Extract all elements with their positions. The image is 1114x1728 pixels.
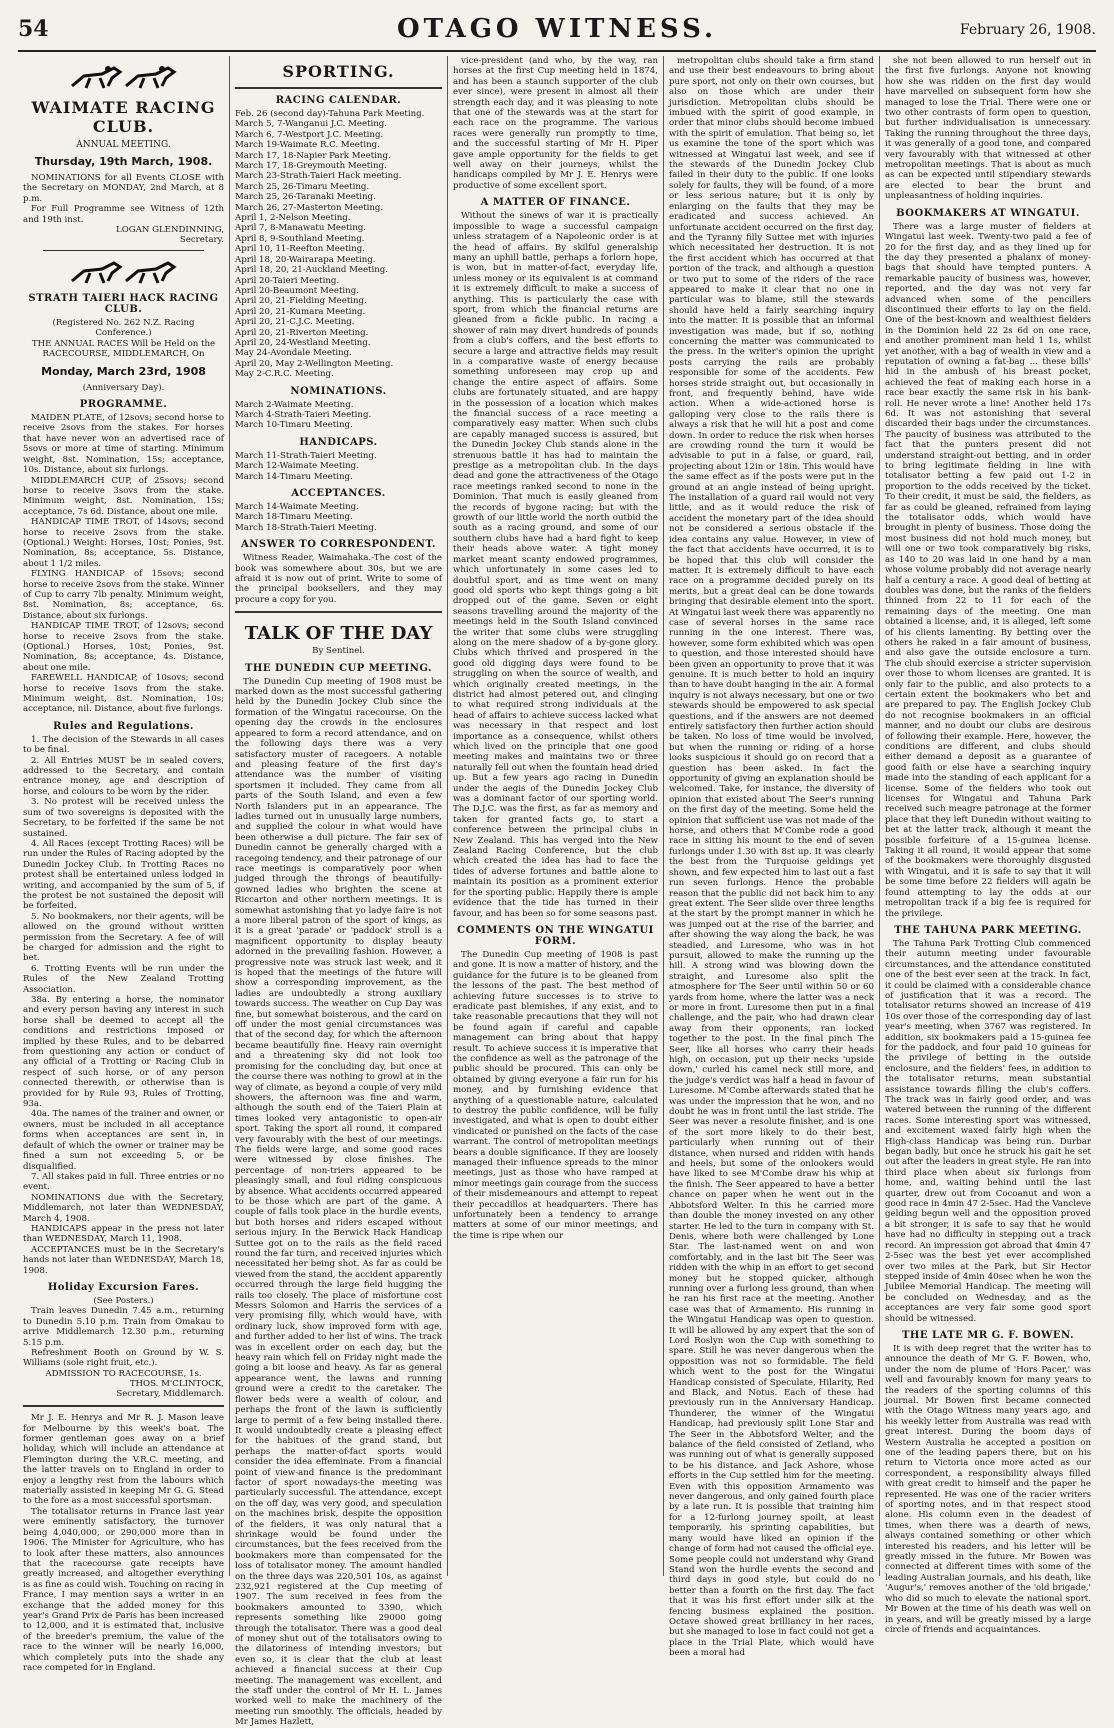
calendar-item: March 23-Strath-Taieri Hack meeting.	[235, 171, 402, 182]
tahuna-heading: THE TAHUNA PARK MEETING.	[894, 924, 1082, 936]
calendar-item: April 18, 20, 21-Auckland Meeting.	[235, 265, 389, 276]
ad2-intro: THE ANNUAL RACES Will be Held on the RACECOURSE, MIDDLEMARCH, On	[31, 338, 216, 360]
column-5	[880, 56, 1096, 1635]
calendar-item: April 20, May 2-Wellington Meeting.	[235, 358, 394, 369]
calendar-item: April 8, 9-Southland Meeting.	[235, 233, 365, 244]
divider	[235, 87, 442, 89]
ad2-event: HANDICAP TIME TROT, of 12sovs; second horse to receive 2sovs from the stake. (Optional.) Horses, 10st; Ponies, 9st. Nomination, 8s; acceptance, 4s. Distance, about one mile.	[23, 621, 224, 673]
ad2-event: HANDICAP TIME TROT, of 14sovs; second horse to receive 2sovs from the stake. (Optional.) Weight: Horses, 10st; Ponies, 9st. Nomination, 8s; acceptance, 5s. Distance, about 1 1/2 miles.	[23, 517, 224, 569]
acceptance-item: March 18-Timaru Meeting.	[235, 512, 353, 523]
refreshment: Refreshment Booth on Ground by W. S. Williams (sole right fruit, etc.).	[23, 1348, 224, 1369]
calendar-item: March 26, 27-Masterton Meeting.	[235, 202, 384, 213]
calendar-item: March 6, 7-Westport J.C. Meeting.	[235, 129, 384, 140]
rule: 5. No bookmakers, nor their agents, will be allowed on the ground without written permission from the Secretary. A fee of will be charged for admission and the right to bet.	[23, 911, 224, 964]
excursion-sub: (See Posters.)	[93, 1295, 154, 1306]
ad2-event: MAIDEN PLATE, of 12sovs; second horse to receive 2sovs from the stakes. For horses that have never won an advertised race of 5sovs or more at time of starting. Minimum weight, 8st. Nomination, 15s; acceptance, 10s. Distance, about six furlongs.	[23, 413, 224, 476]
ad2-event: FAREWELL HANDICAP, of 10sovs; second horse to receive 1sovs from the stake. Minimum weight, 8st. Nomination, 10s; acceptance, nil. Distance, about five furlongs.	[23, 673, 224, 715]
rule: 2. All Entries MUST be in sealed covers, addressed to the Secretary, and contain entrance money, age and description of horse, and colours to be worn by the rider.	[23, 755, 224, 797]
ad1-title: WAIMATE RACING CLUB.	[31, 98, 216, 136]
article-paragraph: metropolitan clubs should take a firm stand and use their best endeavours to bring about pure sport, not only on their own courses, but also on those which are under their jurisdiction. Metropolitan clubs should be imbued with the spirit of good example, in order that minor clubs should become imbued with the spirit of emulation. That being so, let us examine the tone of the sport which was witnessed at Wingatui last week, and see if the stewards of the Dunedin Jockey Club failed in their duty to the public. If one looks solely for faults, they will be found, of a more or less serious nature; but it is only by enlarging on the faults that they may be eradicated and success achieved. An unfortunate accident occurred on the first day, and the Tyranny filly Suttee met with injuries which necessitated her destruction. It is not the first accident which has occurred at that portion of the track, and although a question or two put to some of the riders of the race appeared to make it clear that no one in particular was to blame, still the stewards should have held a fairly searching inquiry into the matter. It is possible that an informal investigation was made, but if so, nothing concerning the matter was communicated to the press. In the writer's opinion the upright posts carrying the rails are probably responsible for some of the accidents. Few horses stride straight out, but occasionally in front, and frequently behind, have wide action. When a wide-actioned horse is galloping very close to the rails there is always a risk that he will hit a post and come down. In order to reduce the risk when horses are crowding round the turn it would be advisable to put in a false, or guard, rail, projecting about 12in or 18in. This would have the same effect as if the posts were put in the ground at an angle instead of being upright. The installation of a guard rail would not very little, and as it would reduce the risk of accident the monetary part of the idea should not be considered a serious obstacle if the idea contains any value. However, in view of the fact that accidents have occurred, it is to be hoped that this club will consider the matter. It is extremely difficult to have each race on a programme decided purely on its merits, but a great deal can be done towards bringing that desirable element into the sport. At Wingatui last week there was apparently no case of several horses in the same race running in the one interest. There was, however, some form exhibited which was open to question, and those interested should have been given an opportunity to prove that it was genuine. It is much better to hold an inquiry than to have doubt hanging in the air. A formal inquiry is not always necessary, but one or two stewards should be empowered to ask special questions, and if the answers are not deemed entirely satisfactory then further action should be taken. No loss of time would be involved, but when the running or riding of a horse looks suspicious it should go on record that a question has been asked. In fact the opportunity of giving an explanation should be welcomed. Take, for instance, the diversity of opinion that existed about The Seer's running on the first day of the meeting. Some held the opinion that sufficient use was not made of the horse, and others that M'Combe rode a good race in sitting his mount to the end of seven furlongs under 1.30 with 8st up. It was clearly the best from the Turquoise geldings yet shown, and few expected him to last out a fast run seven furlongs. Hence the probable reason that the public did not back him to any great extent. The Seer slide over three lengths at the start by the prompt manner in which he was jumped out at the rise of the barrier, and after showing the way along the back, he was steadied, and Luresome, who was in hot pursuit, allowed to make the running up the hill. A strong wind was blowing down the straight, and Luresome also split the atmosphere for The Seer until within 50 or 60 yards from home, where the latter was a neck or more in front. Luresome then put in a final challenge, and the pair, who had drawn clear away from their opponents, ran locked together to the post. In the final pinch The Seer, like all horses who carry their heads high, on occasion, put up their necks 'upside down,' curled his camel neck still more, and the judge's verdict was half a head in favour of Luresome. M'Combe afterwards stated that he was under the impression that he won, and no doubt he was in front until the last stride. The Seer was never a resolute finisher, and is one of the sort more likely to do their best, particularly when running out of their distance, when nursed and ridden with hands and heels, but some of the onlookers would have liked to see M'Combe draw his whip at the finish. The Seer appeared to have a better chance on paper when he went out in the Abbotsford Welter. In this he carried more than double the money invested on any other starter. He led to the turn in company with St. Denis, where both were challenged by Lone Star. The last-named went on and won comfortably, and in the last bit The Seer was ridden with the whip in an effort to get second money but he stopped quicker, although running over a furlong less ground, than when he ran his first race at the meeting. Another case was that of Armamento. His running in the Wingatui Handicap was open to question. It will be allowed by any expert that the son of Lord Roslyn won the Cup with something to spare. Still he was never dangerous when the opposition was not so formidable. The field which went to the post for the Wingatui Handicap consisted of Speculate, Hilarity, Red and Black, and Notus. Each of these had previously run in the Anniversary Handicap. Thunderer, the winner of the Wingatui Handicap, had previously split Lone Star and The Seer in the Abbotsford Welter, and the balance of the field consisted of Zetland, who was running out of what is generally supposed to be his distance, and Jack Ashore, whose efforts in the Cup settled him for the meeting. Even with this opposition Armamento was never dangerous, and only gained fourth place by a late run. It is possible that training him for a 12-furlong journey spoilt, at least temporarily, his sprinting capabilities, but many would have liked an opinion if the change of form had not caused the official eye. Some people could not understand why Grand Stand won the hurdle events the second and third days in good style, but could do no better than a fourth on the first day. The fact that it was his first effort under silk at the fencing business explained the position. Octave showed great brilliancy in her races, but she managed to lose in fact could not get a place in the Trial Plate, which would have been a moral had	[669, 56, 874, 1659]
column-1	[18, 56, 230, 1673]
cup-meeting-heading: THE DUNEDIN CUP MEETING.	[244, 662, 433, 674]
calendar-item: April 10, 11-Reefton Meeting.	[235, 244, 365, 255]
ad2-date: Monday, March 23rd, 1908	[41, 364, 206, 378]
calendar-item: April 18, 20-Wairarapa Meeting.	[235, 254, 376, 265]
calendar-item: May 2-C.R.C. Meeting.	[235, 369, 334, 380]
calendar-item: March 25, 26-Timaru Meeting.	[235, 181, 370, 192]
ad2-event: MIDDLEMARCH CUP, of 25sovs; second horse to receive 3sovs from the stake. Minimum weight, 8st. Nomination, 15s; acceptance, 7s 6d. Distance, about one mile.	[23, 475, 224, 517]
notice: HANDICAPS appear in the press not later than WEDNESDAY, March 11, 1908.	[23, 1223, 224, 1245]
racehorse-icon	[64, 257, 184, 287]
ad1-body-1: NOMINATIONS for all Events CLOSE with the Secretary on MONDAY, 2nd March, at 8 p.m.	[23, 173, 224, 204]
article-paragraph: The Tahuna Park Trotting Club commenced their autumn meeting under favourable circumstances, and the attendance constituted one of the best ever seen at the track. In fact, it could be claimed with a considerable chance of justification that it was a record. The totalisator returns showed an increase of 419 10s over those of the corresponding day of last year's meeting, when 3767 was registered. In addition, six bookmakers paid a 15-guinea fee for the paddock, and four paid 10 guineas for the privilege of betting in the outside enclosure, and the fielders' fees, in addition to the totalisator returns, mean substantial assistance towards filling the club's coffers. The track was in fairly good order, and was watered between the running of the different races. Some interesting sport was witnessed, and excitement waxed fairly high when the High-class Handicap was being run. Durbar began badly, but once he struck his gait he set out after the leaders in great style. He ran into third place when about six furlongs from home, and, waiting behind until the last quarter, drew out from Cocoanut and won a good race in 4min 47 2-5sec. Had the Vancleve gelding begun well and the opposition proved a bit stronger, it is safe to say that he would have had no difficulty in stepping out a track record. An impression got abroad that 4min 47 2-5sec was the best yet ever accomplished over two miles at the Park, but Sir Hector stepped inside of 4min 40sec when he won the Jubilee Memorial Handicap. The meeting will be concluded on Wednesday, and as the acceptances are very fair some good sport should be witnessed.	[885, 938, 1091, 1324]
column-2	[230, 56, 448, 1728]
article-paragraph: The Dunedin Cup meeting of 1908 must be marked down as the most successful gathering held by the Dunedin Jockey Club since the formation of the Wingatui racecourse. On the opening day the crowds in the enclosures appeared to form a record attendance, and on the following days there was a very satisfactory muster of racegoers. A notable and pleasing feature of the first day's attendance was the number of visiting sportsmen it included. They came from all parts of the South Island, and even a few North Islanders put in an appearance. The ladies turned out in unusually large numbers, and supplied the colour in what would have been otherwise a dull picture. The fair sex of Dunedin cannot be generally charged with a racegoing tendency, and their patronage of our race meetings is comparatively poor when judged through the throngs of beautifully-gowned ladies who brighten the scene at Riccarton and other northern meetings. It is somewhat astonishing that yo ladye faire is not a more liberal patron of the sport of kings, as it is a great 'parade' or 'paddock' stroll is a magnificent opportunity to display beauty adorned in the prevailing fashion. However, a progressive note was struck last week, and it is hoped that the meetings of the future will show a corresponding improvement, as the ladies are undoubtedly a strong auxiliary towards success. The weather on Cup Day was fine, but somewhat boisterous, and the card on off under the most genial circumstances was that of the second day, for which the afternoon became beautifully fine. Heavy rain overnight and a threatening sky did not look too promising for the concluding day, but once at the course there was nothing to growl at in the way of climate, as beyond a couple of very mild showers, the afternoon was fine and warm, although the south end of the Taieri Plain at times looked very antagonistic to open-air sport. Taking the sport all round, it compared very favourably with the best of our meetings. The fields were large, and some good races were witnessed by close finishes. The percentage of non-triers appeared to be pleasingly small, and foul riding conspicuous by absence. What accidents occurred appeared to be those which are part of the game. A couple of falls took place in the hurdle events, but both horses and riders escaped without serious injury. In the Berwick Hack Handicap Suttee got on to the rails as the field raced round the far turn, and received injuries which necessitated her being shot. As far as could be viewed from the stand, the accident apparently occurred through the large field hugging the rails too closely. The place of misfortune cost Messrs Solomon and Harris the services of a very promising filly, which would have, with ordinary luck, show improved form with age, and further added to her list of wins. The track was in excellent order on each day, but the heavy rain which fell on Friday night made the going a bit loose and heavy. As far as general appearance went, the lawns and running ground were a credit to the caretaker. The flower beds were a wealth of colour, and perhaps the front of the lawn is sufficiently large to permit of a few being installed there. It would undoubtedly create a pleasing effect for the habitues of the grand stand, but perhaps the matter-of-fact sports would consider the idea effeminate. From a financial point of view-and finance is the predominant factor of sport nowadays-the meeting was particularly successful. The attendance, except on the off day, was very good, and speculation on the machines brisk, despite the opposition of the fielders, it was only natural that a shrinkage would be found under the circumstances, but the fees received from the bookmakers more than compensated for the loss of totalisator money. The amount handled on the three days was 220,501 10s, as against 232,921 registered at the Cup meeting of 1907. The sum received in fees from the bookmakers amounted to 3390, which represents something like 29000 going through the totalisator. There was a good deal of money shut out of the totalisators owing to the dilatoriness of intending investors; but even so, it is clear that the club at least achieved a financial success at their Cup meeting. The management was excellent, and the staff under the control of Mr H. L. James worked well to make the machinery of the meeting run smoothly. The officials, headed by Mr James Hazlett,	[235, 676, 442, 1728]
rule: 6. Trotting Events will be run under the Rules of the New Zealand Trotting Association.	[23, 963, 224, 995]
calendar-item: May 24-Avondale Meeting.	[235, 348, 352, 359]
correspondent-heading: ANSWER TO CORRESPONDENT.	[241, 539, 436, 551]
calendar-item: April 20, 21-Kumara Meeting.	[235, 306, 366, 317]
columns	[18, 56, 1096, 1728]
excursion-heading: Holiday Excursion Fares.	[47, 1281, 200, 1293]
calendar-item: April 20-Beaumont Meeting.	[235, 285, 359, 296]
ad1-sig2: Secretary.	[179, 235, 224, 246]
acceptance-item: March 18-Strath-Taieri Meeting.	[235, 522, 377, 533]
rules-heading: Rules and Regulations.	[53, 720, 194, 732]
ad2-event: FLYING HANDICAP of 15sovs; second horse to receive 2sovs from the stake. Winner of Cup to carry 7lb penalty. Minimum weight, 8st. Nomination, 8s; acceptance, 6s. Distance, about six furlongs.	[23, 569, 224, 621]
calendar-item: April 7, 8-Manawatu Meeting.	[235, 223, 367, 234]
rule: 40a. The names of the trainer and owner, or owners, must be included in all acceptance forms when acceptances are sent in, in default of which the owner or trainer may be fined a sum not exceeding 5, or be disqualified.	[23, 1109, 224, 1172]
ad2-programme: PROGRAMME.	[79, 399, 168, 411]
calendar-item: March 25, 26-Taranaki Meeting.	[235, 192, 376, 203]
rule: 4. All Races (except Trotting Races) will be run under the Rules of Racing adopted by the Dunedin Jockey Club. In Trotting Races no protest shall be entertained unless lodged in writing, and accompanied by the sum of 5, if the protest be not sustained the deposit will be forfeited.	[23, 838, 224, 912]
nomination-item: March 2-Waimate Meeting.	[235, 399, 354, 410]
calendar-item: Feb. 26 (second day)-Tahuna Park Meeting.	[235, 109, 425, 119]
rule: 3. No protest will be received unless the sum of two sovereigns is deposited with the Secretary, to be forfeited if the same be not sustained.	[23, 797, 224, 839]
bookmakers-heading: BOOKMAKERS AT WINGATUI.	[896, 207, 1080, 219]
calendar-item: March 17, 18-Napier Park Meeting.	[235, 150, 391, 161]
ad1-sig: LOGAN GLENDINNING,	[116, 225, 224, 236]
handicap-item: March 12-Waimate Meeting.	[235, 461, 359, 472]
article-paragraph: It is with deep regret that the writer has to announce the death of Mr G. F. Bowen, who, under the nom de plume of 'Hors Pacer,' was well and favourably known for many years to the readers of the sporting columns of this journal. Mr Bowen first became connected with the Otago Witness many years ago, and his weekly letter from Australia was read with great interest. During the boom days of Western Australia he accepted a position on one of the leading papers there, but on his return to Victoria once more acted as our correspondent, a responsibility always filled with great credit to himself and the paper he represented. He was one of the racier writers of sporting notes, and in that respect stood alone. His column even in the deadest of times, when there was a dearth of news, always contained something or other which interested his readers, and his letter will be greatly missed in the future. Mr Bowen was connected at different times with some of the leading Australian journals, and his death, like 'Augur's,' removes another of the 'old brigade,' who did so much to elevate the national sport. Mr Bowen at the time of his death was well on in years, and will be greatly missed by a large circle of friends and acquaintances.	[885, 1343, 1091, 1635]
talk-heading: TALK OF THE DAY	[244, 623, 433, 645]
nomination-item: March 10-Timaru Meeting.	[235, 420, 353, 431]
article-paragraph: There was a large muster of fielders at Wingatui last week. Twenty-two paid a fee of 20 for the first day, and as they lined up for the day they presented a phalanx of money-bags that should have tempted punters. A remarkable paucity of business was, however, reported, and the day was not very far advanced when some of the pencillers discontinued their efforts to lay on the field. One of the best-known and wealthiest fielders in the Dominion held 22 2s 6d on one race, and another prominent man held 1 1s, whilst yet another, with a bag of wealth in view and a reputation of owning a fat-bag ... these bills' hid in the ambush of his breast pocket, achieved the feat of making each horse in a race bear exactly the same risk in his bank-roll. He never wrote a line! Another held 17s 6d. It was not astonishing that several discarded their bags under the circumstances. The paucity of business was attributed to the fact that the punters present did not understand straight-out betting, and in order to bring legitimate fielding in line with totalisator betting a few paid out 1-2 in proportion to the odds received by the ticket. To their credit, it must be said, the fielders, as far as could be gleaned, refrained from laying the totalisator odds, which would have brought in plenty of business. Those doing the most business did not hold much money, but will one or two took comparatively big risks, as 140 to 20 was laid in one hand by a man whose volume probably did not average nearly half a century a race. A good deal of betting at doubles was done, but the ranks of the fielders thinned from 22 to 11 for each of the remaining days of the meeting. One man obtained a license, and, it is alleged, left some of his clients lamenting. By betting over the others he raked in a fair amount of business, and also gave the outside enclosure a turn. The club should exercise a stricter supervision over those to whom licenses are granted. It is only fair to the public, and also protects to a certain extent the bookmakers who bet and are prepared to pay. The English Jockey Club do not recognise bookmakers in an official manner, and no doubt our clubs are desirous of following their example. Here, however, the conditions are different, and clubs should either demand a deposit as a guarantee of good faith or else have a searching inquiry made into the standing of each applicant for a license. Some of the fielders who took out licenses for Wingatui and Tahuna Park received such meagre patronage at the former place that they left Dunedin without waiting to bet at the latter track, although it meant the possible forfeiture of a 15-guinea license. Taking it all round, it would appear that some of the bookmakers were thoroughly disgusted with Wingatui, and it is safe to say that it will be some time before 22 fielders will again be found attempting to lay the odds at our metropolitan track if a big fee is required for the privilege.	[885, 221, 1091, 919]
rule: 7. All stakes paid in full. Three entries or no event.	[23, 1171, 224, 1193]
acceptance-item: March 14-Waimate Meeting.	[235, 502, 359, 512]
ad2-title: STRATH TAIERI HACK RACING CLUB.	[28, 293, 219, 316]
article-paragraph: she not been allowed to run herself out in the first five furlongs. Anyone not knowing how she was ridden on the first day would have marvelled on subsequent form how she managed to lose the Trial. There were one or two other contrasts of form open to question, but further individualisation is unnecessary. Taking the running throughout the three days, it was generally of a good tone, and compared very favourably with that witnessed at other metropolitan meetings. That is about as much as can be expected until stipendiary stewards are elected to bear the brunt and unpleasantness of holding inquiries.	[885, 56, 1091, 202]
rule: 38a. By entering a horse, the nominator and every person having any interest in such horse shall be deemed to accept all the conditions and restrictions imposed or implied by these Rules, and to be debarred from questioning any action or conduct of any official of a Trotting or Racing Club in respect of such horse, or of any person connected therewith, or otherwise than is provided for by Rule 93, Rules of Trotting, 93a.	[23, 995, 224, 1110]
calendar-item: April 20-Taieri Meeting.	[235, 275, 340, 286]
racing-calendar	[235, 109, 442, 533]
handicaps-heading: HANDICAPS.	[299, 436, 378, 448]
calendar-item: April 20, 21-Riverton Meeting.	[235, 327, 369, 338]
correspondent-answer: Witness Reader, Waimahaka.-The cost of the book was somewhere about 30s, but we are afraid it is now out of print. Write to some of the principal booksellers, and they may procure a copy for you.	[235, 553, 442, 605]
ad1-body-2: For Full Programme see Witness of 12th and 19th inst.	[23, 204, 224, 225]
comments-heading: COMMENTS ON THE WINGATUI FORM.	[457, 924, 654, 947]
column-3	[448, 56, 664, 1576]
byline: By Sentinel.	[312, 646, 365, 657]
ad1-sub: ANNUAL MEETING.	[76, 140, 171, 150]
acceptances-heading: ACCEPTANCES.	[291, 488, 386, 499]
admission: ADMISSION TO RACECOURSE, 1s.	[45, 1368, 202, 1379]
rule: 1. The decision of the Stewards in all cases to be final.	[23, 734, 224, 756]
paper-title: OTAGO WITNESS.	[396, 14, 718, 44]
calendar-item: March 19-Waimate R.C. Meeting.	[235, 140, 380, 151]
calendar-item: April 20, 21-Fielding Meeting.	[235, 296, 367, 307]
handicap-item: March 14-Timaru Meeting.	[235, 471, 353, 482]
ad2-reg: (Registered No. 262 N.Z. Racing Conference.)	[52, 318, 195, 339]
news-item: Mr J. E. Henrys and Mr R. J. Mason leave for Melbourne by this week's boat. The former gentleman goes away on a brief holiday, which will include an attendance at Flemington during the V.R.C. meeting, and the latter travels on to England in order to enjoy a lengthy rest from the labours which materially assisted in keeping Mr G. G. Stead to the fore as a most successful sportsman.	[23, 1413, 224, 1507]
divider	[43, 250, 204, 251]
column-4	[664, 56, 880, 1659]
divider	[23, 1405, 224, 1407]
article-paragraph: vice-president (and who, by the way, ran horses at the first Cup meeting held in 1874, and has been a staunch supporter of the club ever since), were present in almost all their strength each day, and it was pleasing to note that one of the stewards was at the start for each race on the programme. The various races were generally run promptly to time, and the successful starting of Mr H. Piper gave ample opportunity for the fields to get well away on their journeys, whilst the handicaps compiled by Mr J. E. Henrys were productive of some excellent sport.	[453, 56, 658, 191]
racehorse-illustration	[23, 62, 224, 92]
notice: ACCEPTANCES must be in the Secretary's hands not later than WEDNESDAY, March 18, 1908.	[23, 1244, 224, 1276]
page-number: 54	[18, 16, 49, 42]
ad2-day: (Anniversary Day).	[82, 382, 165, 393]
masthead	[18, 10, 1096, 52]
handicap-item: March 11-Strath-Taieri Meeting.	[235, 450, 377, 461]
calendar-item: April 1, 2-Nelson Meeting.	[235, 213, 351, 224]
nominations-heading: NOMINATIONS.	[290, 385, 387, 397]
secretary-sig: THOS. M'CLINTOCK,	[129, 1379, 224, 1390]
sporting-heading: SPORTING.	[282, 62, 395, 81]
ad1-date: Thursday, 19th March, 1908.	[34, 155, 213, 168]
notice: NOMINATIONS due with the Secretary, Middlemarch, not later than WEDNESDAY, March 4, 1908.	[23, 1192, 224, 1224]
calendar-item: April 20, 24-Westland Meeting.	[235, 337, 371, 348]
bowen-heading: THE LATE MR G. F. BOWEN.	[901, 1329, 1075, 1341]
issue-date: February 26, 1908.	[959, 22, 1096, 38]
calendar-item: April 20, 21-C.J.C. Meeting.	[235, 317, 355, 328]
news-item: The totalisator returns in France last year were eminently satisfactory, the turnover being 4,040,000, or 290,000 more than in 1906. The Minister for Agriculture, who has to look after these matters, also announces that the racecourse gate receipts have greatly increased, and altogether everything is as fine as could wish. Touching on racing in France, I may mention says a writer in an exchange that the added money for this year's Grand Prix de Paris has been increased to 12,000, and it is estimated that, inclusive of the breeder's premium, the value of the race to the winner will be nearly 16,000, which completely puts into the shade any race competed for in England.	[23, 1506, 224, 1673]
secretary-sig2: Secretary, Middlemarch.	[116, 1389, 224, 1400]
article-paragraph: Without the sinews of war it is practically impossible to wage a successful campaign unless stratagem of a Napoleonic order is at the head of affairs. By skilful generalship many an uphill battle, perhaps a forlorn hope, is won, but in matter-of-fact, everyday life, unless money or its equivalent is at command it is extremely difficult to make a success of anything. This is particularly the case with sport, from which the financial returns are gleaned from a fickle public. In racing a shower of rain may divert hundreds of pounds from a club's coffers, and the best efforts to secure a large and attractive fields may result in a comparative waste of energy because something unforeseen may crop up and change the entire aspect of affairs. Some clubs are fortunately situated, and are happy in the possession of a location which makes the financial success of a race meeting a comparatively easy matter. When such clubs are capably managed success is assured, but the Dunedin Jockey Club stands alone in the strenuous battle it has had to maintain the prestige as a metropolitan club. In the days dead and gone the attractiveness of the Otago race meetings ranked second to none in the Dominion. That much is easily gleaned from the records of bygone racing; but with the growth of our little world the north outbid the south as a racing ground, and some of our southern clubs have had a hard fight to keep their heads above water. A tight money market meant scanty endowed programmes, which unfortunately in some cases led to doubtful sport, and as time went on many good old sports who kept things going a bit dropped out of the game. Seven or eight seasons travelling around the majority of the meetings held in the South Island convinced the writer that some clubs were struggling along on the mere shadow of a by-gone glory. Clubs which thrived and prospered in the good old digging days were found to be struggling on when the source of wealth, and which originally created meetings, in the district had almost petered out, and clinging to what required strong individuals at the head of affairs to achieve success lacked what was necessary in that respect and lost importance as a consequence, whilst others which lived on the principle that one good meeting makes and maintains two or three naturally fell out when the fountain head dried up. But a few years ago racing in Dunedin under the aegis of the Dunedin Jockey Club was a dominant factor of our sporting world. The D.J.C. was the first, as far as memory and taken for granted facts go, to start a conference between the principal clubs in New Zealand. This has verged into the New Zealand Racing Conference, but the club which created the idea has had to face the tides of adverse fortunes and battle alone to maintain its position as a prominent exterior for the sporting public. Happily there is ample evidence that the tide has turned in their favour, and has been so for some seasons past.	[453, 211, 658, 919]
article-paragraph: The Dunedin Cup meeting of 1908 is past and gone. It is now a matter of history, and the guidance for the future is to be gleaned from the lessons of the past. The best method of achieving future successes is to strive to eradicate past blemishes, if any exist, and to take reasonable precautions that they will not be found again if careful and capable management can bring about that happy result. To achieve success it is imperative that the confidence as well as the patronage of the public should be procured. This can only be obtained by giving everyone a fair run for his money, and by furnishing evidence that anything of a questionable nature, calculated to destroy the public confidence, will be fully investigated, and what is open to doubt either vindicated or punished on the facts of the case warrant. The control of metropolitan meetings bears a double significance. If they are loosely managed their influence spreads to the minor meetings, just as those who have ramped at minor meetings gain courage from the success of their misdemeanours and attempt to repeat their peccadillos at headquarters. There has unfortunately been a tendency to arrange matters at some of our minor meetings, and the time is ripe when our	[453, 949, 658, 1241]
racehorse-illustration-2	[23, 257, 224, 287]
calendar-item: March 5, 7-Wanganui J.C. Meeting.	[235, 119, 388, 130]
excursion-body: Train leaves Dunedin 7.45 a.m., returning to Dunedin 5.10 p.m. Train from Omakau to arrive Middlemarch 12.30 p.m., returning 5.15 p.m.	[23, 1306, 224, 1348]
calendar-heading: RACING CALENDAR.	[275, 95, 402, 106]
divider	[235, 611, 442, 613]
nomination-item: March 4-Strath-Taieri Meeting.	[235, 409, 372, 420]
calendar-item: March 17, 18-Greymouth Meeting.	[235, 161, 387, 172]
racehorse-icon	[64, 62, 184, 92]
finance-heading: A MATTER OF FINANCE.	[480, 197, 631, 209]
